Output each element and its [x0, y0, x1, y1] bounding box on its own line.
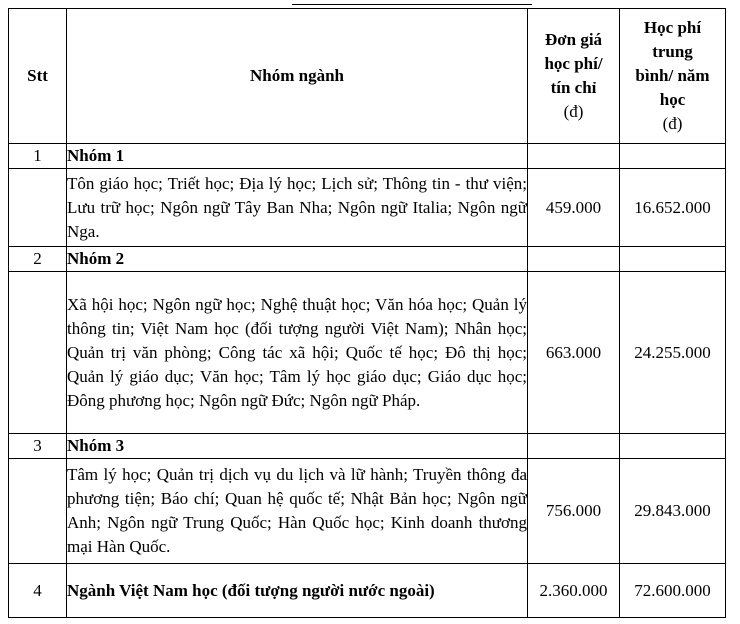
empty-cell [528, 144, 620, 169]
detail-row-1 [9, 169, 726, 247]
yearly-fee: 29.843.000 [620, 459, 726, 564]
header-price: Đơn giá học phí/ tín chỉ (đ) [528, 9, 620, 144]
majors-list: Tôn giáo học; Triết học; Địa lý học; Lịch sử; Thông tin - thư viện; Lưu trữ học; Ngôn ngữ Tây Ban Nha; Ngôn ngữ Italia; Ngôn ngữ Nga. [67, 169, 528, 247]
empty-cell [620, 434, 726, 459]
majors-list: Tâm lý học; Quản trị dịch vụ du lịch và lữ hành; Truyền thông đa phương tiện; Báo chí; Quan hệ quốc tế; Nhật Bản học; Ngôn ngữ Anh; Ngôn ngữ Trung Quốc; Hàn Quốc học; Kinh doanh thương mại Hàn Quốc. [67, 459, 528, 564]
underline-fragment [292, 4, 532, 5]
empty-cell [9, 459, 67, 564]
row-stt: 3 [9, 434, 67, 459]
row-stt: 2 [9, 247, 67, 272]
group-name: Nhóm 1 [67, 144, 528, 169]
header-row [9, 9, 726, 144]
group-name: Nhóm 2 [67, 247, 528, 272]
empty-cell [9, 272, 67, 434]
detail-row-2 [9, 272, 726, 434]
majors-list: Xã hội học; Ngôn ngữ học; Nghệ thuật học; Văn hóa học; Quản lý thông tin; Việt Nam học (đối tượng người Việt Nam); Nhân học; Quản trị văn phòng; Công tác xã hội; Quốc tế học; Đô thị học; Quản lý giáo dục; Văn học; Tâm lý học giáo dục; Giáo dục học; Đông phương học; Ngôn ngữ Đức; Ngôn ngữ Pháp. [67, 272, 528, 434]
price-per-credit: 2.360.000 [528, 564, 620, 618]
empty-cell [9, 169, 67, 247]
price-per-credit: 663.000 [528, 272, 620, 434]
group-row-2 [9, 247, 726, 272]
detail-row-3 [9, 459, 726, 564]
empty-cell [528, 434, 620, 459]
price-per-credit: 756.000 [528, 459, 620, 564]
major-name: Ngành Việt Nam học (đối tượng người nước ngoài) [67, 564, 528, 618]
price-per-credit: 459.000 [528, 169, 620, 247]
group-row-1 [9, 144, 726, 169]
group-row-3 [9, 434, 726, 459]
group-name: Nhóm 3 [67, 434, 528, 459]
previous-line-fragment [0, 0, 740, 8]
empty-cell [620, 247, 726, 272]
header-name: Nhóm ngành [67, 9, 528, 144]
row-stt: 4 [9, 564, 67, 618]
tuition-fee-table [8, 8, 726, 618]
yearly-fee: 24.255.000 [620, 272, 726, 434]
header-stt: Stt [9, 9, 67, 144]
yearly-fee: 16.652.000 [620, 169, 726, 247]
next-line-fragment [0, 612, 740, 624]
yearly-fee: 72.600.000 [620, 564, 726, 618]
header-year: Học phí trung bình/ năm học (đ) [620, 9, 726, 144]
empty-cell [620, 144, 726, 169]
row-stt: 1 [9, 144, 67, 169]
row-4 [9, 564, 726, 618]
empty-cell [528, 247, 620, 272]
